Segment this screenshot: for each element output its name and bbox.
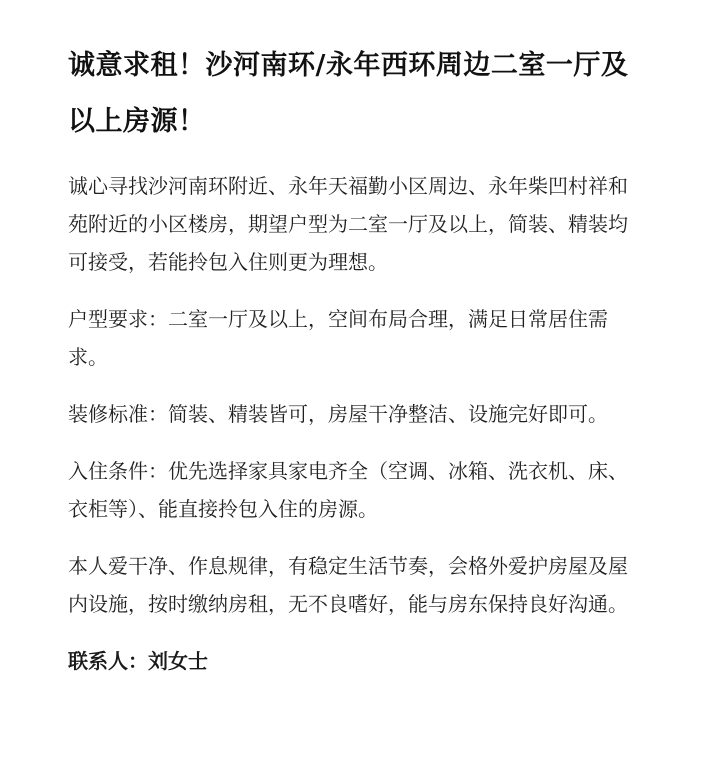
layout-requirement: 户型要求：二室一厅及以上，空间布局合理，满足日常居住需求。: [68, 307, 608, 369]
move-in-requirement: 入住条件：优先选择家具家电齐全（空调、冰箱、洗衣机、床、衣柜等）、能直接拎包入住的房源。: [68, 459, 628, 521]
decoration-requirement: 装修标准：简装、精装皆可，房屋干净整洁、设施完好即可。: [68, 402, 608, 426]
self-introduction: 本人爱干净、作息规律，有稳定生活节奏，会格外爱护房屋及屋内设施，按时缴纳房租，无不良嗜好，能与房东保持良好沟通。: [68, 554, 628, 616]
intro-paragraph: 诚心寻找沙河南环附近、永年天福勤小区周边、永年柴凹村祥和苑附近的小区楼房，期望户型为二室一厅及以上，简装、精装均可接受，若能拎包入住则更为理想。: [68, 174, 628, 274]
post-title: 诚意求租！沙河南环/永年西环周边二室一厅及以上房源！: [68, 50, 629, 137]
contact-person: 联系人：刘女士: [68, 649, 208, 673]
